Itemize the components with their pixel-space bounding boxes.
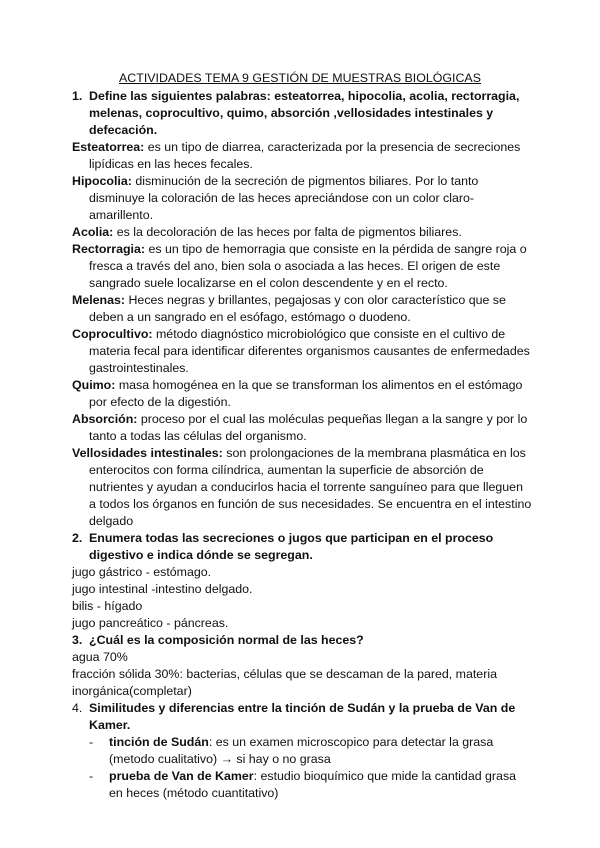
comparison-text: : estudio bioquímico que mide la cantidad grasa en heces (método cuantitativo) xyxy=(109,769,517,800)
secretion-item: bilis - hígado xyxy=(72,599,143,613)
definition-term: Melenas: xyxy=(72,293,126,307)
definition-term: Vellosidades intestinales: xyxy=(72,446,223,460)
definition-hipocolia xyxy=(72,173,532,224)
question-3-number: 3. xyxy=(72,633,83,647)
question-2-number: 2. xyxy=(72,531,83,545)
definition-text: proceso por el cual las moléculas pequeñas llegan a la sangre y por lo tanto a todas las células del organismo. xyxy=(89,412,528,443)
question-1-text: Define las siguientes palabras: esteatorrea, hipocolia, acolia, rectorragia, melenas, coprocultivo, quimo, absorción ,vellosidades intestinales y defecación. xyxy=(89,89,520,137)
definition-term: Esteatorrea: xyxy=(72,140,145,154)
definition-acolia xyxy=(72,224,532,241)
question-3 xyxy=(72,632,532,649)
definition-text: es un tipo de diarrea, caracterizada por la presencia de secreciones lipídicas en las heces fecales. xyxy=(89,140,521,171)
comparison-item-sudan xyxy=(72,734,532,768)
definition-quimo xyxy=(72,377,532,411)
dash-bullet: - xyxy=(89,735,94,749)
document-body xyxy=(72,88,532,802)
question-2-text: Enumera todas las secreciones o jugos que participan en el proceso digestivo e indica dónde se segregan. xyxy=(89,531,494,562)
definition-term: Quimo: xyxy=(72,378,116,392)
definition-text: es un tipo de hemorragia que consiste en la pérdida de sangre roja o fresca a través del ano, bien sola o asociada a las heces. El origen de este sangrado suele localizarse en el colon descendente y en el recto. xyxy=(89,242,527,290)
question-1 xyxy=(72,88,532,139)
definition-term: Acolia: xyxy=(72,225,114,239)
question-2 xyxy=(72,530,532,564)
comparison-item-van-de-kamer xyxy=(72,768,532,802)
definition-text: disminución de la secreción de pigmentos biliares. Por lo tanto disminuye la coloración de las heces apreciándose con un color claro-amarillento. xyxy=(89,174,479,222)
composition-item: agua 70% xyxy=(72,650,128,664)
definition-vellosidades xyxy=(72,445,532,530)
secretion-item: jugo intestinal -intestino delgado. xyxy=(72,582,253,596)
definition-text: método diagnóstico microbiológico que consiste en el cultivo de materia fecal para identificar diferentes organismos causantes de enfermedades gastrointestinales. xyxy=(89,327,530,375)
document-title: ACTIVIDADES TEMA 9 GESTIÓN DE MUESTRAS BIOLÓGICAS xyxy=(119,71,481,85)
definition-text: Heces negras y brillantes, pegajosas y con olor característico que se deben a un sangrado en el esófago, estómago o duodeno. xyxy=(89,293,506,324)
definition-term: Absorción: xyxy=(72,412,138,426)
question-3-text: ¿Cuál es la composición normal de las heces? xyxy=(89,633,364,647)
comparison-text: : es un examen microscopico para detectar la grasa (metodo cualitativo) → si hay o no grasa xyxy=(109,735,494,766)
definition-melenas xyxy=(72,292,532,326)
composition-item: fracción sólida 30%: bacterias, células que se descaman de la pared, materia inorgánica(completar) xyxy=(72,667,497,698)
definition-coprocultivo xyxy=(72,326,532,377)
question-1-number: 1. xyxy=(72,89,83,103)
question-4-number: 4. xyxy=(72,701,83,715)
comparison-term: tinción de Sudán xyxy=(109,735,209,749)
definition-text: es la decoloración de las heces por falta de pigmentos biliares. xyxy=(113,225,462,239)
question-4-text: Similitudes y diferencias entre la tinción de Sudán y la prueba de Van de Kamer. xyxy=(89,701,516,732)
comparison-term: prueba de Van de Kamer xyxy=(109,769,254,783)
definition-term: Rectorragia: xyxy=(72,242,145,256)
secretion-item: jugo pancreático - páncreas. xyxy=(72,616,229,630)
definition-term: Coprocultivo: xyxy=(72,327,153,341)
definition-text: masa homogénea en la que se transforman los alimentos en el estómago por efecto de la digestión. xyxy=(89,378,523,409)
secretion-item: jugo gástrico - estómago. xyxy=(72,565,212,579)
definition-rectorragia xyxy=(72,241,532,292)
question-4 xyxy=(72,700,532,734)
dash-bullet: - xyxy=(89,769,94,783)
definition-term: Hipocolia: xyxy=(72,174,132,188)
definition-esteatorrea xyxy=(72,139,532,173)
definition-absorcion xyxy=(72,411,532,445)
definition-text: son prolongaciones de la membrana plasmática en los enterocitos con forma cilíndrica, aumentan la superficie de absorción de nutrientes y ayudan a conducirlos hacia el torrente sanguíneo para que lleguen a todos los órganos en función de sus necesidades. Se encuentra en el intestino delgado xyxy=(89,446,532,528)
